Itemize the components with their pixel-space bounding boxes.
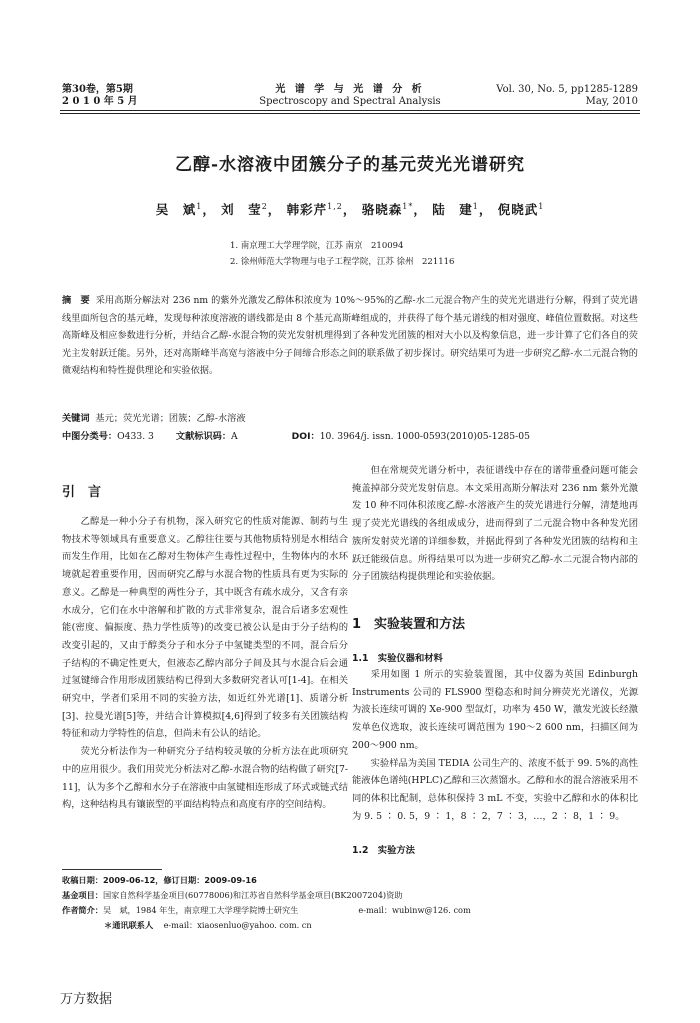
author-affiliation-mark: 2 [261, 201, 268, 211]
header-rule-thick [60, 110, 640, 111]
author-name: 刘 莹 [221, 202, 262, 217]
author-affiliation-mark: 1 [538, 201, 545, 211]
keywords-label: 关键词 [62, 413, 90, 424]
doc-code-value: A [231, 431, 238, 442]
clc-value: O433. 3 [117, 431, 154, 442]
paper-title: 乙醇-水溶液中团簇分子的基元荧光光谱研究 [174, 155, 526, 175]
footnote-fund-text: 国家自然科学基金项目(60778006)和江苏省自然科学基金项目(BK2007204)资助 [102, 890, 403, 900]
intro-paragraph-3: 但在常规荧光谱分析中，表征谱线中存在的谱带重叠问题可能会掩盖掉部分荧光发射信息。本文采用高斯分解法对 236 nm 紫外光激发 10 种不同体积浓度乙醇-水溶液产生的荧光谱进行分解，清楚地再现了荧光光谱线的各组成成分，进而得到了二元混合物中各种发光团簇所发射荧光谱的详细参数，并据此得到了各种发光团簇的结构和主跃迁能级信息。所得结果可以为进一步研究乙醇-水二元混合物内部的分子团簇结构提供理论和实验依据。 [352, 465, 638, 583]
footnote-fund [62, 889, 642, 901]
section-heading-introduction: 引 言 [62, 485, 102, 500]
header-volume-cn: 第30卷，第5期 [62, 84, 133, 95]
header-issue-en [496, 84, 638, 108]
header-date-en: May, 2010 [585, 96, 638, 107]
author-affiliation-mark: 1* [402, 201, 414, 211]
author-affiliation-mark: 1 [472, 201, 479, 211]
right-column [352, 462, 638, 586]
header-rule-thin [60, 113, 640, 114]
watermark-text: 万方数据 [60, 992, 113, 1007]
keywords-text: 基元；荧光光谱；团簇；乙醇-水溶液 [95, 413, 246, 424]
footnote-fund-label: 基金项目： [62, 890, 103, 900]
subsection-heading-method: 1.2 实验方法 [352, 845, 415, 856]
footnote-contact [104, 919, 684, 931]
methods-column [352, 666, 638, 825]
footnote-contact-label: ＊通讯联系人 [104, 920, 154, 930]
intro-paragraph-2: 荧光分析法作为一种研究分子结构较灵敏的分析方法在此项研究中的应用很少。我们用荧光分析法对乙醇-水混合物的结构做了研究[7-11]，认为多个乙醇和水分子在溶液中由氢键相连形成了环式或链式结构，这种结构具有镶嵌型的平面结构特点和高度有序的空间结构。 [62, 746, 348, 811]
author-name: 倪晓武 [497, 202, 539, 217]
doi-value: 10. 3964/j. issn. 1000-0593(2010)05-1285-05 [319, 431, 530, 442]
author-affiliation-mark: 1,2 [327, 201, 343, 211]
header-date-cn: 2 0 1 0 年 5 月 [62, 96, 138, 107]
author-name: 骆晓森 [361, 202, 403, 217]
abstract [62, 292, 638, 380]
author-affiliation-mark: 1 [196, 201, 203, 211]
footnote-rule [62, 869, 162, 870]
footnote-author-email: e-mail：wubinw@126. com [358, 905, 471, 915]
author-name: 韩彩芹 [286, 202, 328, 217]
section-heading-methods: 1 实验装置和方法 [352, 617, 466, 632]
footnote-author-label: 作者简介： [62, 905, 103, 915]
keywords [62, 412, 638, 426]
header-journal-en: Spectroscopy and Spectral Analysis [259, 96, 441, 107]
affiliation-1: 1. 南京理工大学理学院，江苏 南京 210094 [230, 241, 404, 251]
header-volume-en: Vol. 30, No. 5, pp1285-1289 [496, 84, 638, 95]
subsection-heading-instruments: 1.1 实验仪器和材料 [352, 653, 443, 664]
author-name: 陆 建 [432, 202, 473, 217]
doi-label: DOI： [291, 431, 320, 442]
header-journal-cn: 光 谱 学 与 光 谱 分 析 [275, 84, 425, 95]
intro-paragraph-1: 乙醇是一种小分子有机物，深入研究它的性质对能源、制药与生物技术等领域具有重要意义。乙醇往往要与其他物质特别是水相结合而发生作用，比如在乙醇对生物体产生毒性过程中，生物体内的水环境就起着重要作用，因而研究乙醇与水混合物的性质具有更为实际的意义。乙醇是一种典型的两性分子，其中既含有疏水成分，又含有亲水成分，它们在水中溶解和扩散的方式非常复杂，混合后诸多宏观性能(密度、偏振度、热力学性质等)的改变已被公认是由于分子结构的改变引起的，又由于醇类分子和水分子中氢键类型的不同，混合后分子结构的不确定性更大，但液态乙醇内部分子间及其与水混合后会通过氢键缔合作用形成团簇结构已得到大多数研究者认可[1-4]。在相关研究中，学者们采用不同的实验方法，如近红外光谱[1]、质谱分析[3]、拉曼光谱[5]等，并结合计算模拟[4,6]得到了较多有关团簇结构特征和动力学特性的信息，但尚未有公认的结论。 [62, 516, 348, 740]
footnote-contact-email: e-mail：xiaosenluo@yahoo. com. cn [163, 920, 312, 930]
doc-code-label: 文献标识码： [175, 431, 232, 442]
footnote-author [62, 904, 642, 916]
affiliation-2: 2. 徐州师范大学物理与电子工程学院，江苏 徐州 221116 [230, 257, 455, 267]
abstract-label: 摘 要 [62, 295, 90, 306]
footnote-received-text: 收稿日期：2009-06-12，修订日期：2009-09-16 [62, 875, 257, 885]
instruments-paragraph-2: 实验样品为美国 TEDIA 公司生产的、浓度不低于 99. 5%的高性能液体色谱纯(HPLC)乙醇和三次蒸馏水。乙醇和水的混合溶液采用不同的体积比配制，总体积保持 3 mL 不变，实验中乙醇和水的体积比为 9. 5 ∶ 0. 5，9 ∶ 1，8 ∶ 2，7 ∶ 3，…，2 ∶ 8，1 ∶ 9。 [352, 757, 639, 822]
author-name: 吴 斌 [155, 202, 197, 217]
abstract-text: 采用高斯分解法对 236 nm 的紫外光激发乙醇体积浓度为 10%～95%的乙醇-水二元混合物产生的荧光光谱进行分解，得到了荧光谱线里面所包含的基元峰，发现每种浓度溶液的谱线都是由 8 个基元高斯峰组成的，并获得了每个基元谱线的相对强度、峰值位置数据。对这些高斯峰及相应参数进行分析，并结合乙醇-水混合物的荧光发射机理得到了各种发光团簇的相对大小以及构象信息，进一步计算了它们各自的荧光主发射跃迁能。另外，还对高斯峰半高宽与溶液中分子间缔合形态之间的联系做了初步探讨。研究结果可为进一步研究乙醇-水二元混合物的微观结构和特性提供理论和实验依据。 [62, 295, 638, 376]
left-column [62, 513, 348, 814]
clc-label: 中图分类号： [62, 431, 118, 442]
footnote-author-text: 吴 斌，1984 年生，南京理工大学理学院博士研究生 [102, 905, 299, 915]
instruments-paragraph-1: 采用如图 1 所示的实验装置图，其中仪器为英国 Edinburgh Instruments 公司的 FLS900 型稳态和时间分辨荧光光谱仪，光源为波长连续可调的 Xe-900 型氙灯，功率为 450 W，激发光波长经激发单色仪选取，波长连续可调范围为 190～2 600 nm，扫描区间为 200～900 nm。 [352, 669, 638, 751]
classification-line [62, 430, 638, 444]
author-list: 吴 斌$^1$， 刘 莹$^2$， 韩彩芹$^{1,2}$， 骆晓森$^{1*}$， 陆 建$^1$， 倪晓武$^1$ [155, 201, 545, 217]
footnote-received [62, 874, 642, 886]
